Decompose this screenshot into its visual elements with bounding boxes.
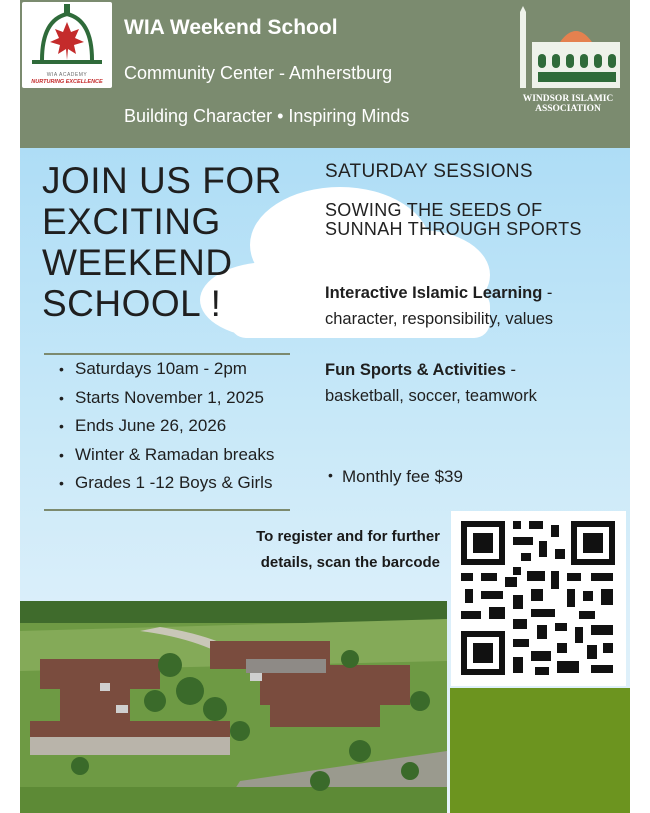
logo-text-tagline: NURTURING EXCELLENCE — [31, 79, 103, 85]
headline: JOIN US FOR EXCITING WEEKEND SCHOOL ! — [42, 160, 282, 324]
qr-code-icon — [451, 511, 626, 686]
school-title: WIA Weekend School — [124, 16, 338, 39]
register-instructions: To register and for further details, scan the barcode — [256, 528, 440, 571]
list-item: • Ends June 26, 2026 — [53, 412, 274, 441]
green-accent-block — [450, 688, 630, 813]
divider-bottom — [44, 509, 290, 511]
list-item: • Starts November 1, 2025 — [53, 384, 274, 413]
logo-text-academy: WIA ACADEMY — [46, 72, 88, 78]
list-item: • Grades 1 -12 Boys & Girls — [53, 469, 274, 498]
sessions-tagline: SOWING THE SEEDS OF SUNNAH THROUGH SPORTS — [325, 200, 582, 239]
sessions-title: SATURDAY SESSIONS — [325, 161, 533, 182]
feature-sports-activities: Fun Sports & Activities - basketball, soccer, teamwork — [325, 361, 537, 405]
flyer — [20, 0, 630, 813]
feature-islamic-learning: Interactive Islamic Learning - character, responsibility, values — [325, 284, 554, 328]
school-aerial-photo — [20, 601, 447, 813]
monthly-fee: • Monthly fee $39 — [342, 467, 463, 487]
schedule-list — [53, 355, 274, 498]
list-item: • Winter & Ramadan breaks — [53, 441, 274, 470]
association-name: WINDSOR ISLAMIC ASSOCIATION — [522, 94, 614, 114]
location-subtitle: Community Center - Amherstburg — [124, 63, 393, 83]
motto-subtitle: Building Character • Inspiring Minds — [124, 106, 410, 126]
list-item: • Saturdays 10am - 2pm — [53, 355, 274, 384]
registration-qr-code[interactable] — [451, 511, 626, 686]
